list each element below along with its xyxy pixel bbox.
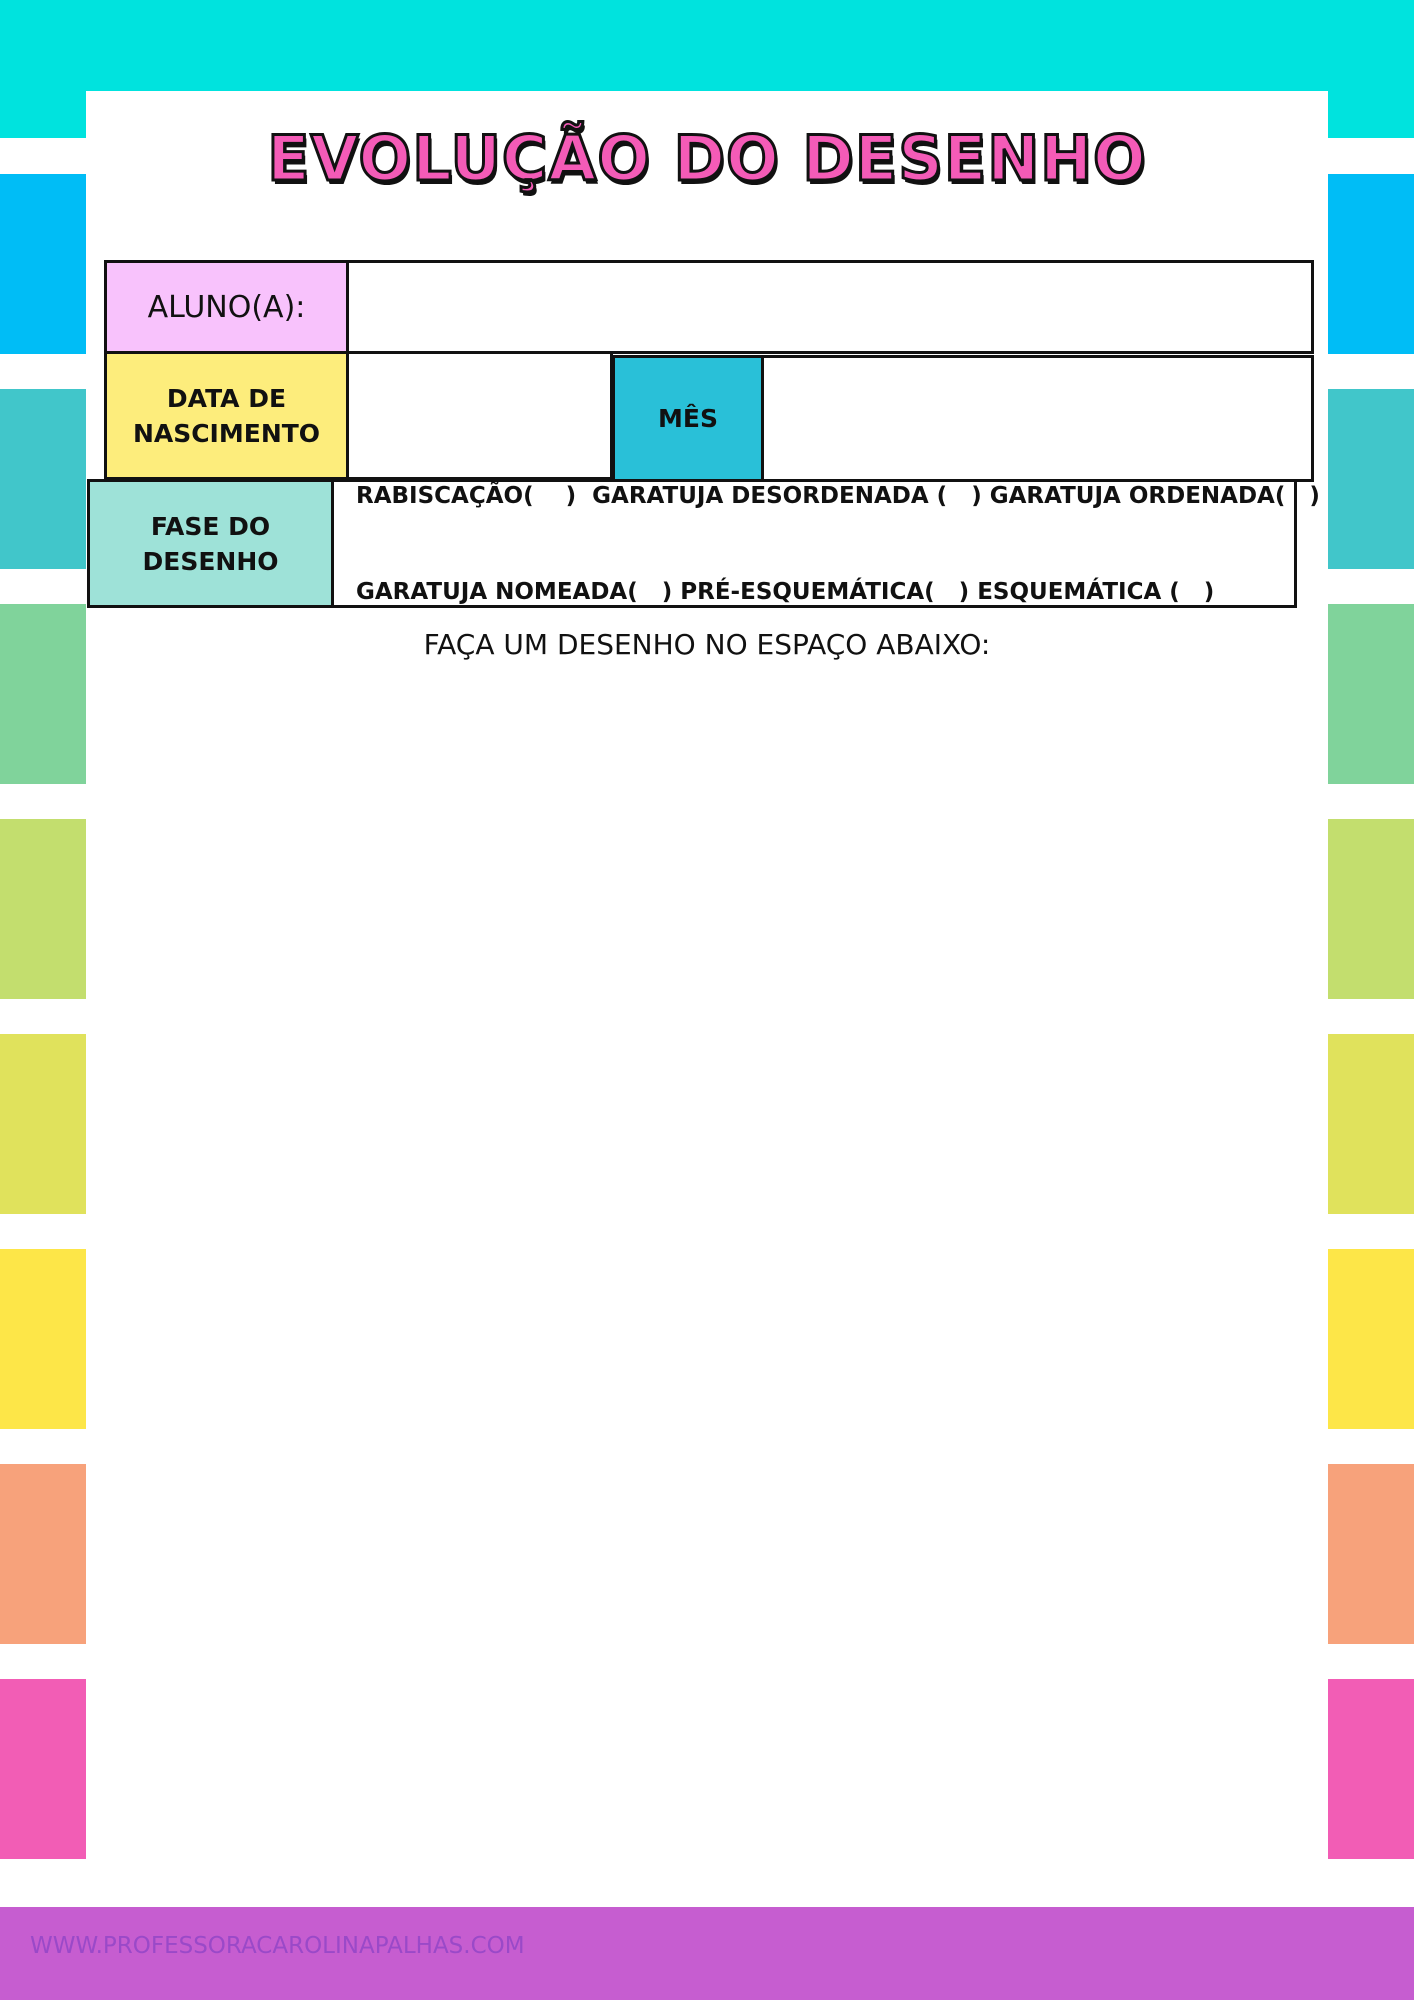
student-label: ALUNO(A): (147, 289, 306, 325)
birth-date-label-line1: DATA DE (166, 383, 287, 413)
student-name-field[interactable] (346, 260, 1314, 354)
birth-date-label-line2: NASCIMENTO (132, 418, 321, 448)
drawing-phase-label-line1: FASE DO (150, 511, 271, 541)
drawing-phase-label-line2: DESENHO (142, 546, 279, 576)
drawing-instruction: FAÇA UM DESENHO NO ESPAÇO ABAIXO: (423, 628, 991, 661)
drawing-phase-options[interactable] (331, 479, 1320, 608)
birth-date-label-cell (104, 351, 349, 480)
page-title: EVOLUÇÃO DO DESENHO (267, 122, 1147, 195)
phase-options-line1: RABISCAÇÃO( ) GARATUJA DESORDENADA ( ) GARATUJA ORDENADA( ) (356, 482, 1320, 509)
student-label-cell (104, 260, 349, 354)
drawing-phase-label-cell (87, 479, 334, 608)
phase-options-line2: GARATUJA NOMEADA( ) PRÉ-ESQUEMÁTICA( ) ESQUEMÁTICA ( ) (356, 578, 1215, 605)
footer-website-link[interactable]: WWW.PROFESSORACAROLINAPALHAS.COM (30, 1933, 525, 1959)
month-label: MÊS (658, 404, 718, 433)
